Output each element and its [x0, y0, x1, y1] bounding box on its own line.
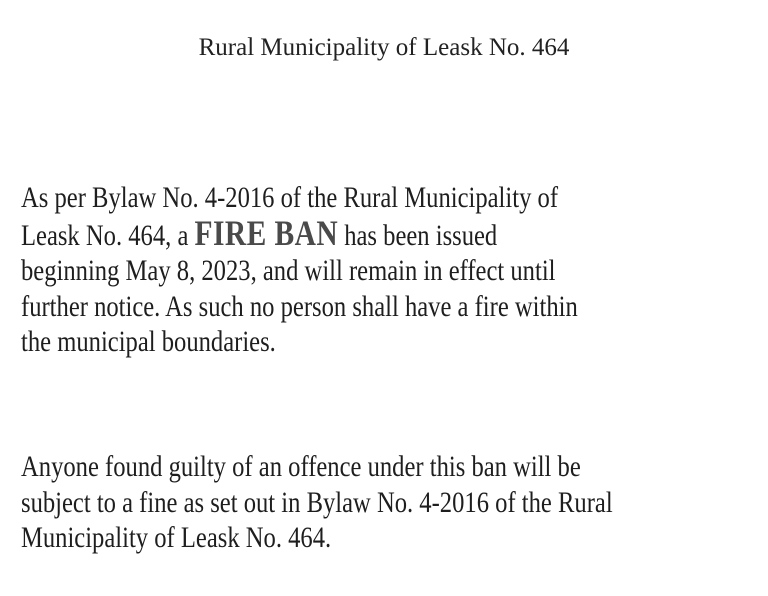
paragraph-line: further notice. As such no person shall have a fire within [21, 289, 578, 323]
line-text: Leask No. 464, a [21, 218, 195, 252]
paragraph-line: beginning May 8, 2023, and will remain in effect until [21, 254, 556, 287]
fire-ban-emphasis: FIRE BAN [194, 212, 339, 253]
paragraph-line: Municipality of Leask No. 464. [21, 521, 332, 554]
paragraph-line: the municipal boundaries. [21, 325, 276, 358]
paragraph-line: Anyone found guilty of an offence under this ban will be [21, 450, 581, 483]
paragraph-line: subject to a fine as set out in Bylaw No. 4-2016 of the Rural [21, 485, 613, 519]
penalty-paragraph [21, 449, 613, 556]
document-title: Rural Municipality of Leask No. 464 [198, 34, 570, 61]
fire-ban-notice-paragraph [21, 180, 578, 360]
line-text: has been issued [338, 218, 498, 252]
paragraph-line: As per Bylaw No. 4-2016 of the Rural Municipality of [21, 181, 559, 214]
paragraph-line [21, 212, 578, 254]
